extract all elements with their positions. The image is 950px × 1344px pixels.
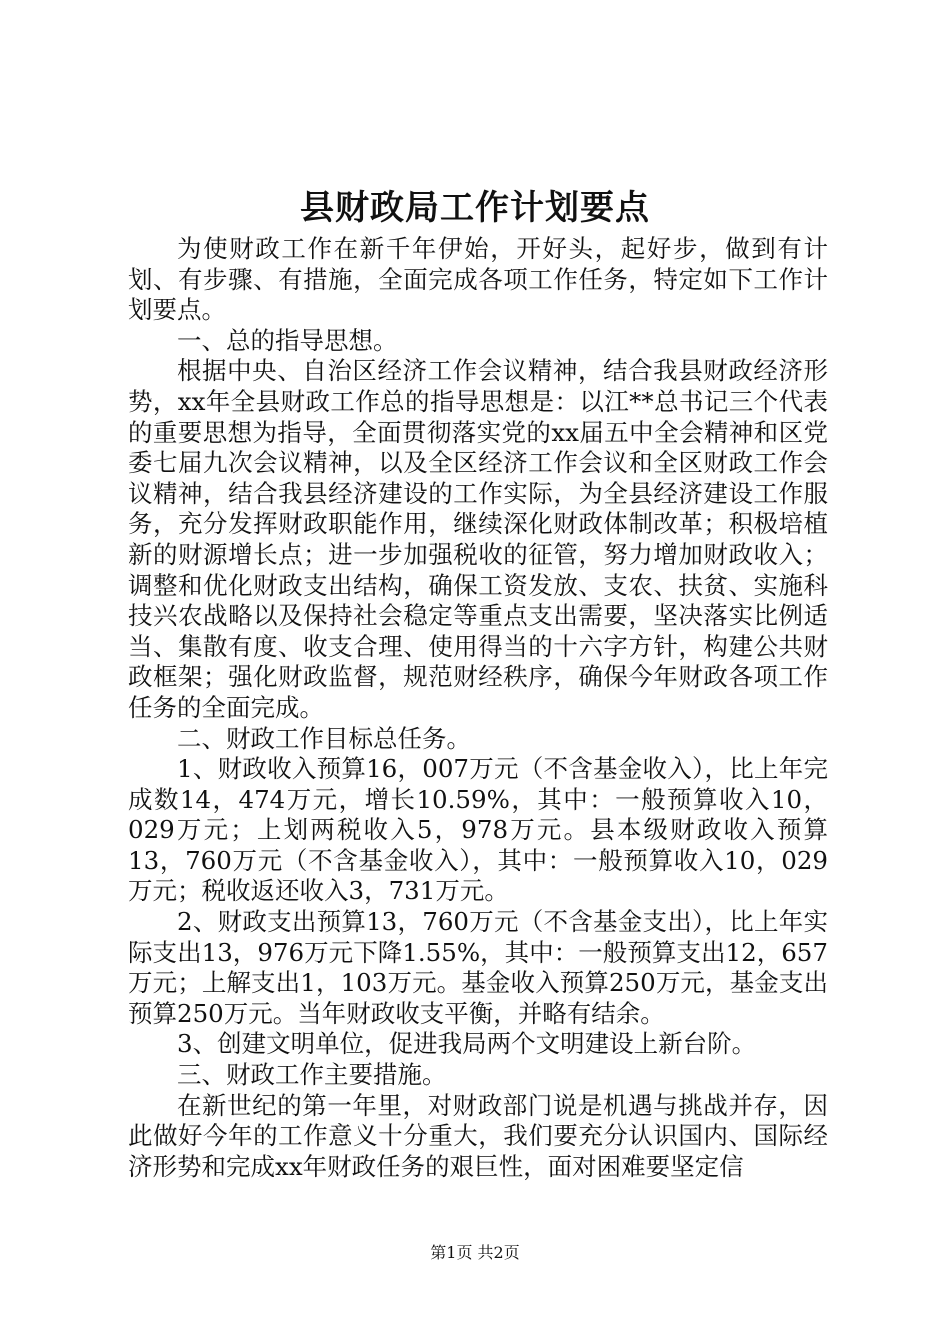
section-heading-3: 三、财政工作主要措施。 bbox=[177, 1060, 447, 1090]
document-body bbox=[128, 234, 828, 1182]
section-heading-1: 一、总的指导思想。 bbox=[177, 325, 398, 355]
paragraph-intro: 为使财政工作在新千年伊始，开好头，起好步，做到有计划、有步骤、有措施，全面完成各项工作任务，特定如下工作计划要点。 bbox=[128, 234, 828, 325]
page-number-footer: 第1页 共2页 bbox=[430, 1243, 520, 1262]
paragraph-measures: 在新世纪的第一年里，对财政部门说是机遇与挑战并存，因此做好今年的工作意义十分重大，我们要充分认识国内、国际经济形势和完成xx年财政任务的艰巨性，面对困难要坚定信 bbox=[128, 1090, 828, 1181]
paragraph-revenue-budget: 1、财政收入预算16，007万元（不含基金收入），比上年完成数14，474万元，增长10.59%，其中：一般预算收入10，029万元；上划两税收入5，978万元。县本级财政收入预算13，760万元（不含基金收入），其中：一般预算收入10，029万元；税收返还收入3，731万元。 bbox=[128, 754, 828, 906]
paragraph-guiding-thought: 根据中央、自治区经济工作会议精神，结合我县财政经济形势，xx年全县财政工作总的指导思想是：以江**总书记三个代表的重要思想为指导，全面贯彻落实党的xx届五中全会精神和区党委七届九次会议精神，以及全区经济工作会议和全区财政工作会议精神，结合我县经济建设的工作实际，为全县经济建设工作服务，充分发挥财政职能作用，继续深化财政体制改革；积极培植新的财源增长点；进一步加强税收的征管，努力增加财政收入；调整和优化财政支出结构，确保工资发放、支农、扶贫、实施科技兴农战略以及保持社会稳定等重点支出需要，坚决落实比例适当、集散有度、收支合理、使用得当的十六字方针，构建公共财政框架；强化财政监督，规范财经秩序，确保今年财政各项工作任务的全面完成。 bbox=[128, 356, 828, 722]
paragraph-civilized-unit: 3、创建文明单位，促进我局两个文明建设上新台阶。 bbox=[177, 1029, 757, 1059]
paragraph-expenditure-budget: 2、财政支出预算13，760万元（不含基金支出），比上年实际支出13，976万元下降1.55%，其中：一般预算支出12，657万元；上解支出1，103万元。基金收入预算250万元，基金支出预算250万元。当年财政收支平衡，并略有结余。 bbox=[128, 907, 828, 1028]
section-heading-2: 二、财政工作目标总任务。 bbox=[177, 723, 471, 753]
document-title: 县财政局工作计划要点 bbox=[300, 188, 650, 228]
